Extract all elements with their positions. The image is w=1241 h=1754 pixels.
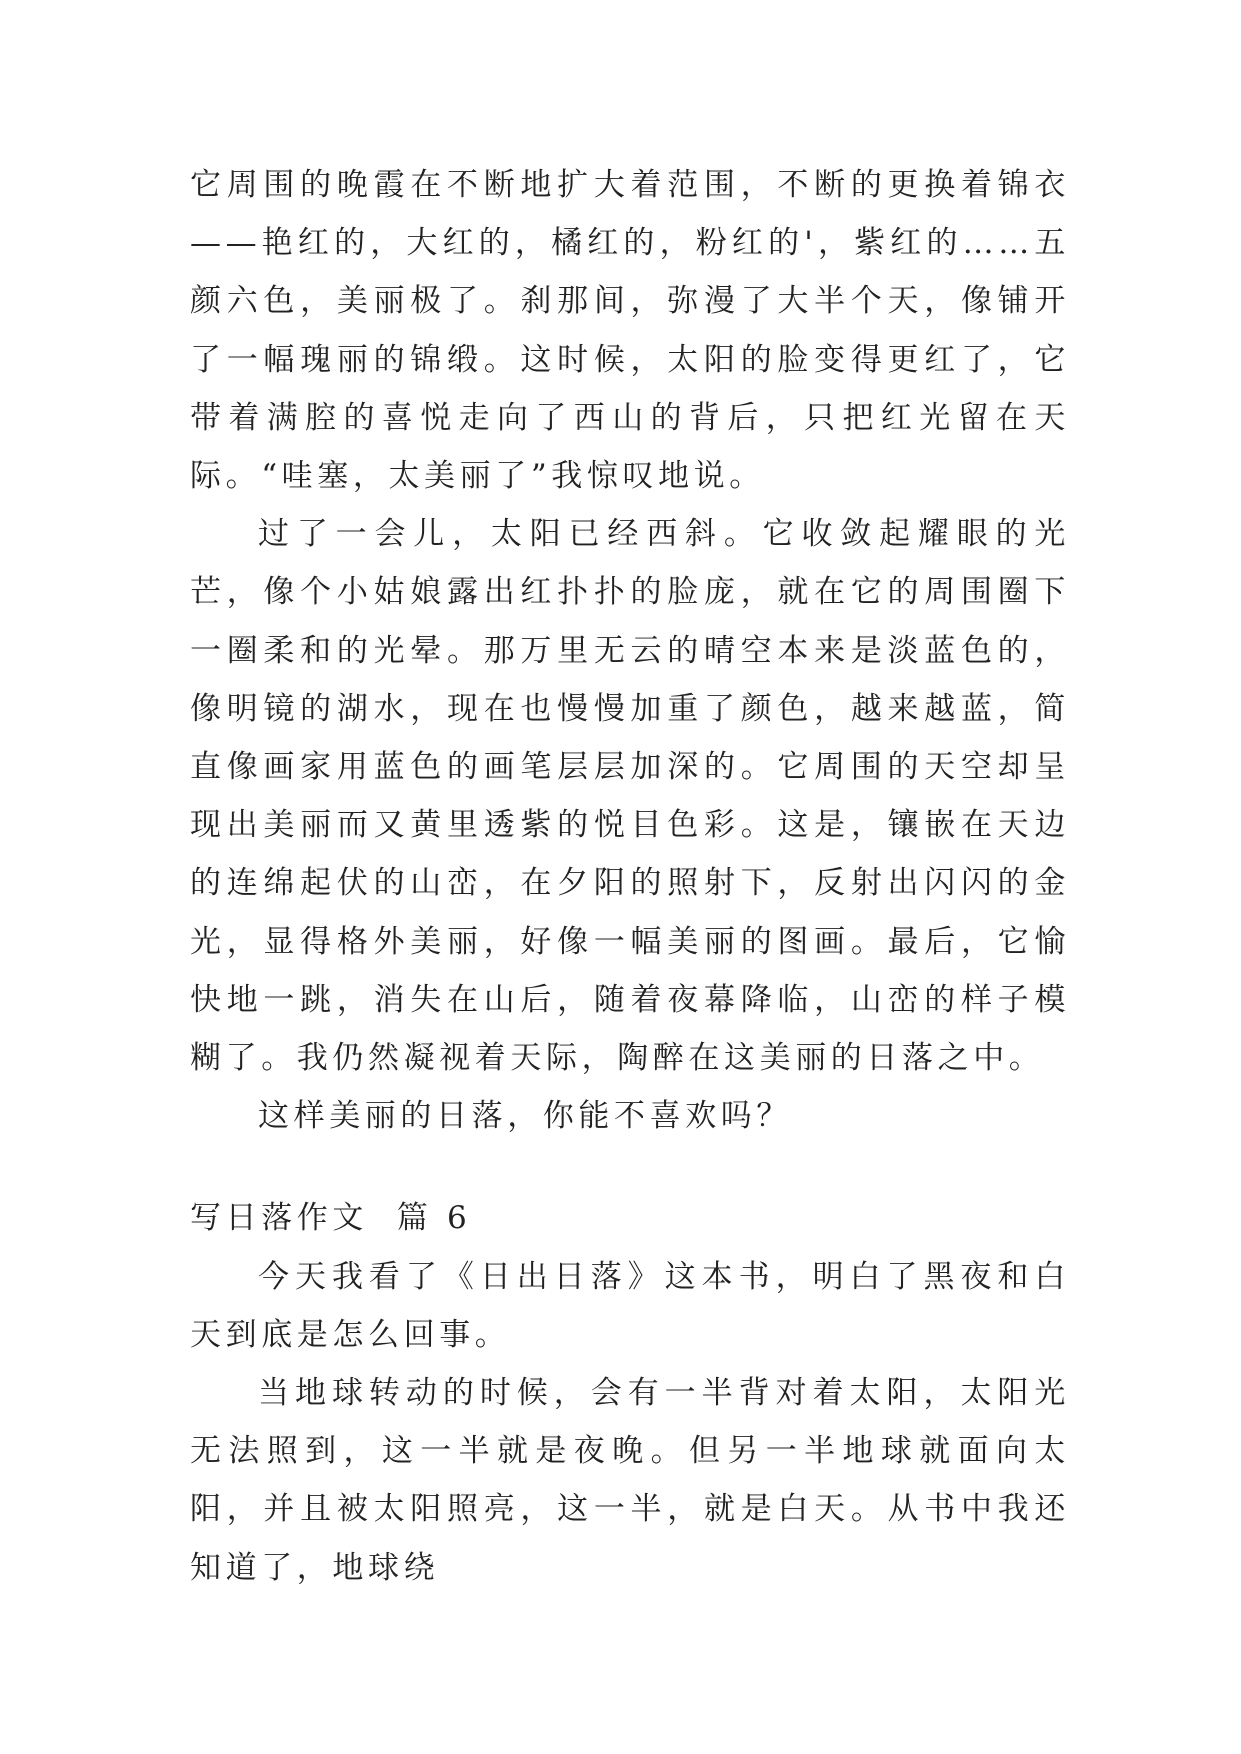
paragraph-book-intro: 今天我看了《日出日落》这本书，明白了黑夜和白天到底是怎么回事。 [190,1258,1070,1353]
paragraph-earth-rotation: 当地球转动的时候，会有一半背对着太阳，太阳光无法照到，这一半就是夜晚。但另一半地球就面向太阳，并且被太阳照亮，这一半，就是白天。从书中我还知道了，地球绕 [190,1375,1070,1586]
paragraph-sun-setting: 过了一会儿，太阳已经西斜。它收敛起耀眼的光芒，像个小姑娘露出红扑扑的脸庞，就在它的周围圈下一圈柔和的光晕。那万里无云的晴空本来是淡蓝色的，像明镜的湖水，现在也慢慢加重了颜色，越来越蓝，简直像画家用蓝色的画笔层层加深的。它周围的天空却呈现出美丽而又黄里透紫的悦目色彩。这是，镶嵌在天边的连绵起伏的山峦，在夕阳的照射下，反射出闪闪的金光，显得格外美丽，好像一幅美丽的图画。最后，它愉快地一跳，消失在山后，随着夜幕降临，山峦的样子模糊了。我仍然凝视着天际，陶醉在这美丽的日落之中。 [190,516,1070,1077]
paragraph-closing-question: 这样美丽的日落，你能不喜欢吗？ [258,1098,792,1135]
section-heading: 写日落作文 篇 6 [190,1200,472,1237]
paragraph-sunset-clouds: 它周围的晚霞在不断地扩大着范围，不断的更换着锦衣——艳红的，大红的，橘红的，粉红的'，紫红的……五颜六色，美丽极了。刹那间，弥漫了大半个天，像铺开了一幅瑰丽的锦缎。这时候，太阳的脸变得更红了，它带着满腔的喜悦走向了西山的背后，只把红光留在天际。“哇塞，太美丽了”我惊叹地说。 [190,167,1070,495]
document-body [190,156,1070,1597]
